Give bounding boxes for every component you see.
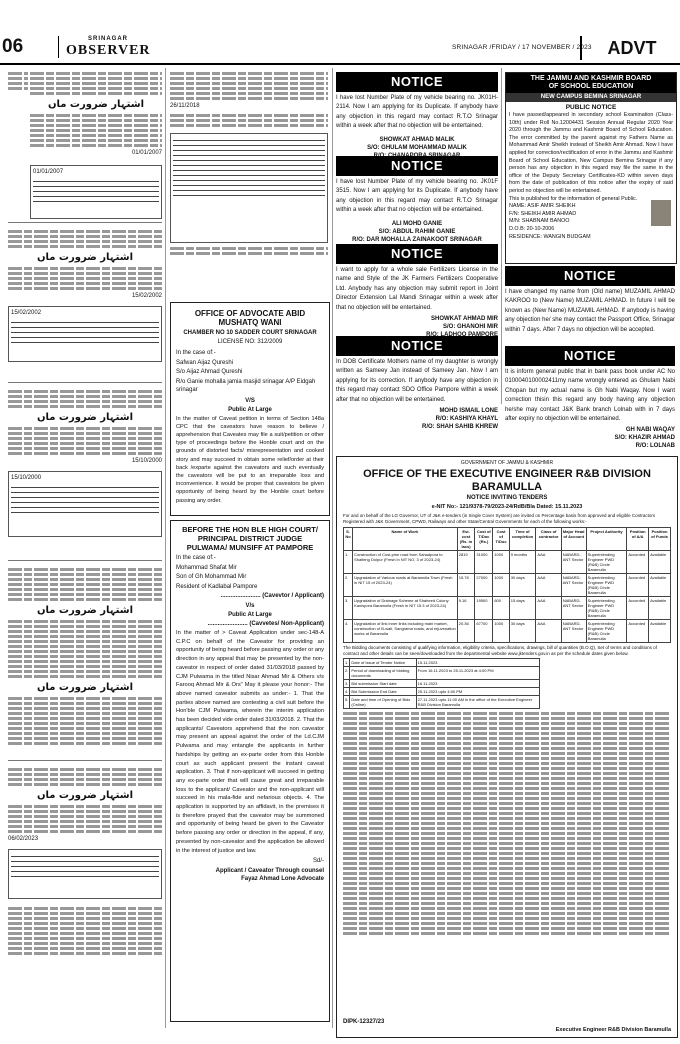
tender-govt: GOVERNMENT OF JAMMU & KASHMIR	[460, 460, 554, 466]
tender-dates-intro: The Bidding documents consisting of qualifying information, eligibility criteria, specifications, drawings, bill of quantities (B.O.Q), Set of terms and conditions of contract and other details can be seen/downloaded from the departmental website www.jktenders.gov.in as per the schedule dates given below.	[343, 645, 657, 656]
caveat-body: In the matter of > Caveat Application under sec-148-A C.P.C on behalf of the Caveator for providing an opportunity of being heard before passing any order or any direction in any appeal that may be presented by the non-caveator in respect of order dated 31/03/2018 passed by CJM Pulwama in the titled Nisar Ahmad Mir & Others v/s Farooq Ahmad Mir & Ors" May it please your honor:- The above named caveator submits as under:- 1. That the parties above named are contesting a civil suit before the Hon'ble CJM Pulwama, wherein the interim application has been decided vide order dated 31/03/2018. 2. That the applicants/ Caveators apprehend that the non caveator may present an appeal against the order of the Ld.CJM Pulwama and may entangle the applicants in further hardships by getting an ex-parte order from this Honble court as such applicant present the instant caveat application. 3. That if non-applicant will succeed in getting any ex-parte order that will cause great and irreparable loss to the applicant/ Caveator and the non-applicant will succeed in his mala-fide and nefarious objects. 4. The application is supported by an affidavit, in the premises it is therefore prayed that the caveator may be summoned and opportunity of being heard be given to the Caveator before passing any order or direction in the appeal, if any, presented by non-caveator and the application be allowed in the interest of justice and law.	[176, 630, 324, 854]
urdu-notice-3: اشتہار ضرورت ماں 15/10/2000 15/10/2000	[8, 388, 162, 537]
notice-1: NOTICE I have lost Number Plate of my vehicle bearing no. JK01H- 2114. Now I am applying for its Duplicate. If anybody have any objection in this regard may contact R.T.O Srinagar within a week after that no objection will be entertained. SHOWKAT AHMAD MALIK S/O: GHULAM MOHAMMAD MALIK	[336, 74, 498, 151]
header-rule	[0, 63, 680, 65]
tender-signature: Executive Engineer R&B Division Baramulla	[555, 1027, 671, 1033]
urdu-notice-4: اشتہار ضرورت ماں اشتہار ضرورت ماں	[8, 566, 162, 747]
table-row: 5. Date and time of Opening of Bids (Online) 27.11.2023 upto 11:00 AM in the office of the Executive Engineer R&B Division Baramulla	[344, 696, 540, 709]
brand-logo: OBSERVER	[66, 43, 151, 58]
urdu-notice-column	[30, 70, 162, 219]
advocate-title-1: OFFICE OF ADVOCATE ABID	[194, 309, 306, 318]
notice-title: NOTICE	[336, 72, 498, 92]
urdu-notice-col2: 26/11/2018	[170, 70, 328, 257]
tender-notice	[336, 456, 678, 1038]
dateline: SRINAGAR /FRIDAY / 17 NOVEMBER / 2023	[452, 44, 592, 51]
table-row: 4. Bid Submission End Date 25.11.2023 upto 4:00 PM	[344, 688, 540, 696]
urdu-notice-5: اشتہار ضرورت ماں 06/02/2023	[8, 766, 162, 957]
table-row: 3. Upgradation of Drainage Scheme at Shaheed Colony Kanispora Baramulla (Fresh in NIT 15.3 of 2023-24) 9.16 19500 600 15 days AAA NABARD-ANT Sector Superintending Engineer PWD (R&B) Circle Baramulla Accorded Available	[344, 597, 671, 620]
column-rule	[501, 68, 502, 404]
table-row: 2. Upgradation of Various roads at Baramulla Town (Fresh in NIT 15 of 2023-24) 15.78 27000 1000 30 days AAA NABARD-ANT Sector Superintending Engineer PWD (R&B) Circle Baramulla Accorded Available	[344, 574, 671, 597]
notice-5: NOTICE I have changed my name from (Old name) MUZAMIL AHMAD KAKROO to (New Name) MUZAMIL AHMAD. In future I will be known as (New Name) MUZAMIL AHMAD. If anybody is having any objection he/ she may contact the Passport Office, Srinagar within 7 days. After 7 days no objection will be accepted.	[505, 268, 675, 333]
section-label: ADVT	[580, 36, 680, 60]
applicant-photo	[651, 200, 671, 226]
column-rule	[332, 68, 333, 1028]
advocate-title-2: MUSHATQ WANI	[218, 318, 282, 327]
tender-terms	[343, 712, 671, 935]
header-divider	[58, 36, 59, 58]
tender-dates-table	[343, 658, 540, 709]
advocate-body: In the matter of Caveat petition in terms of Section 148a CPC that the caveators have reason to believe / apprehension that Caveates may file a suit/petition or other type of proceedings before the Honble court and on the grounds of distorted facts/ misrepresentation and cooked story and may succeed in obtain some relief/order at their back /exparte against the caveators and such eventually the caveators will be put to an irreparable loss and inconvenience. It would be proper that caveators be given opportunity of being heard by the Honble court before passing any order.	[176, 415, 324, 504]
table-row: 1. Construction of Cost-pine road from Sahadpora to Shalteng Doipur (Fresh in NIT NO. 3 of 2023-24) 2819 31000 1000 9 months AAA NABARD-ANT Sector Superintending Engineer PWD (R&B) Circle Baramulla Accorded Available	[344, 551, 671, 574]
advocate-chamber: CHAMBER NO 10 SADDER COURT SRINAGAR	[183, 330, 317, 336]
column-rule	[165, 68, 166, 1028]
urdu-table	[8, 849, 162, 899]
board-public-notice: THE JAMMU AND KASHMIR BOARD OF SCHOOL EDUCATION NEW CAMPUS BEMINA SRINAGAR PUBLIC NOTICE I have passed/appeared in secondary school Examination (Class-10th) under Roll No.12004431 Session Annual Regular 2020 Year 2020 through the Jammu and Kashmir Board of School Education. The error committed by the parent against my Fathers Name as Mohammad Amir Sheikh instead of Sheikh Amir Ahmad. Now I have applied for correction/rectification of error in the Jammu and Kashmir Board of School Education, New Campus Bemina Srinagar if any person has any objection in this regard may file the same in the office of the Deputy Secretary Certificates-KD within seven days from the date of publication of this notice after the expiry of said period no objection will be entertained. This is published for the information of general Public. NAME: ASIF AMIR SHEIKH F/N: SHEIKH AMIR AHMAD M/N: SHABNAM BANOO D.O.B: 20-10-2006 RESIDENCE: WANGIN BUDGAM	[505, 72, 677, 264]
urdu-table: 15/10/2000	[8, 471, 162, 537]
urdu-date: 01/01/2007	[131, 150, 162, 156]
caveat-notice: BEFORE THE HON BLE HIGH COURT/ PRINCIPAL DISTRICT JUDGE PULWAMA/ MUNSIFF AT PAMPORE In the case of:- Mohammad Shafat Mir Son of Gh Mohammad Mir Resident of Kadlabal Pampore ........................ (Cavevtor / Applicant) V/s Public At Large ........................ (Cavvetes/ Non-Applicant) In the matter of > Caveat Application under sec-148-A C.P.C on behalf of the Caveator for providing an opportunity of being heard before passing any order or any direction in any appeal that may be presented by the non-caveator in respect of order dated 31/03/2018 passed by CJM Pulwama in the titled Nisar Ahmad Mir & Others v/s Farooq Ahmad Mir & Ors" May it please your honor:- The above named caveator submits as under:- 1. That the parties above named are contesting a civil suit before the Hon'ble CJM Pulwama, wherein the interim application has been decided vide order dated 31/03/2018. 2. That the applicants/ Caveators apprehend that the non caveator may present an appeal against the order of the Ld.CJM Pulwama and may entangle the applicants in further hardships by getting an ex-parte order from this Honble court as such applicant present the instant caveat application. 3. That if non-applicant will succeed in getting any ex-parte order that will cause great and irreparable loss to the applicant/ Caveator and the non-applicant will succeed in his mala-fide and nefarious objects. 4. The application is supported by an affidavit, in the premises it is therefore prayed that the caveator may be summoned and opportunity of being heard be given to the Caveator before passing any order or direction in the appeal, if any, presented by non-caveator and the application be allowed in the interest of justice and law. Sd/- Applicant / Caveator Through counsel Fayaz Ahmad Lone Advocate	[170, 520, 330, 1022]
notice-2: NOTICE I have lost Number Plate of my vehicle bearing no. JK01F 3515. Now I am applying for its Duplicate. If anybody have any objection in this regard may contact R.T.O Srinagar within a week after that no objection will be entertained. ALI MOHD GANIE S/O: ABDUL RAHIM GANIE R/O: DAR MOHALLA ZAINAKOOT SRINAGAR	[336, 158, 498, 243]
table-row: 3. Bid submission Start date 16.11.2023	[344, 680, 540, 688]
advocate-notice: OFFICE OF ADVOCATE ABID MUSHATQ WANI CHAMBER NO 10 SADDER COURT SRINAGAR LICENSE NO: 312/2009 In the case of:- Safwan Aijaz Qureshi S/o Aijaz Ahmad Qureshi R/o Ganie mohalla jamia masjid srinagar A/P Eidgah srinagar V/S Public At Large In the matter of Caveat petition in terms of Section 148a CPC that the caveators have reason to believe / apprehension that Caveates may file a suit/petition or other type of proceedings before the Honble court and on the grounds of distorted facts/ misrepresentation and cooked story and may succeed in obtain some relief/order at their back /exparte against the caveators and such eventually the caveators will be put to an irreparable loss and inconvenience. It would be proper that caveators be given opportunity of being heard by the Honble court before passing any order.	[170, 302, 330, 516]
advocate-license: LICENSE NO: 312/2009	[217, 339, 283, 345]
urdu-notice-2: اشتہار ضرورت ماں 15/02/2002 15/02/2002	[8, 228, 162, 362]
notice-4: NOTICE In DOB Certificate Mothers name of my daughter is wrongly written as Sameey Jan instead of Sameey Jan. Now I am applying for its correction. If anybody have any objection in this regard may contact SDO Office Pampore within a week after that no objection will be entertained. MOHD ISMAIL LONE R/O: KASHIYA KHAYL R/O: SHAH SAHIB KHREW	[336, 338, 498, 431]
table-row: 1. Date of Issue of Tender Notice 15.11.2023	[344, 659, 540, 667]
tender-title: OFFICE OF THE EXECUTIVE ENGINEER R&B DIVISION BARAMULLA	[363, 468, 651, 493]
urdu-table: 01/01/2007	[30, 165, 162, 219]
urdu-text-block	[30, 72, 162, 95]
tender-table: S. No Name of Work Est. cost (Rs. in lacs) Cost of T/Doc (Rs.) Cost of T/Doc Time of completion Class of contractor Major Head of Account Project Authority Position of A/A Position of Funds 1. Construction of Cost-pine road from Sahadpora to Shalteng Doipur (Fresh in NIT NO. 3 of 2023-24) 2819 31000 1000 9 months AAA NABARD-ANT Sector Superintending Engineer PWD (R&B) Circle Baramulla Accorded Available 2. Upgradation of Various roads at Baramulla Town (Fresh in NIT 15 of 2023-24) 15.78 27000 1000 30 days AAA NABARD-ANT Sector Superintending Engineer PWD (R&B) Circle Baramulla Accorded Available 3. Upgradation of Drainage Scheme at Shaheed Colony Kanispora Baramulla (Fresh in NIT 15.3 of 2023-24) 9.16 19500 600 15 days AAA NABARD-ANT Sector Superintending Engineer PWD (R&B) Circle Baramulla Accorded Available 4. Upgradation of link inner links including main market, construction of B-wall, Sangrama roads, and rejuvenation works at Baramulla 20.36 67700 1000 30 days AAA NABARD-ANT Sector Superintending Engineer PWD (R&B) Circle Baramulla Accorded Available	[343, 527, 671, 643]
urdu-table: 15/02/2002	[8, 306, 162, 362]
page-number: 06	[2, 36, 24, 57]
table-row: 4. Upgradation of link inner links including main market, construction of B-wall, Sangrama roads, and rejuvenation works at Baramulla 20.36 67700 1000 30 days AAA NABARD-ANT Sector Superintending Engineer PWD (R&B) Circle Baramulla Accorded Available	[344, 620, 671, 643]
notice-3: NOTICE I want to apply for a whole sale Fertilizers License in the name and Style of the JK Farmers Fertilizers Cooperative Ltd. Anybody has any objection may submit report in Joint Director Extension Lal Mandi Srinagar within a week after that no objection will be entertained. SHOWKAT AHMAD MIR S/O: GHANOHI MIR	[336, 246, 498, 331]
tender-intro: For and on behalf of the LG Governor, UT of J&K e-tenders (in Single Cover System) are invited on Percentage basis from approved and eligible Contractors Registered with J&K Government, CPWD, Railways and other State/Central Governments for each of the following works:-	[343, 513, 656, 524]
brand-tagline: SRINAGAR	[88, 36, 129, 42]
urdu-heading: اشتہار ضرورت ماں	[47, 99, 145, 110]
urdu-table	[170, 133, 328, 243]
tender-subtitle: NOTICE INVITING TENDERS	[466, 495, 548, 501]
tender-footer-number: DIPK-12327/23	[343, 1019, 385, 1025]
tender-ref: e-NIT No:- 121/9378-79/2023-24/RdB/Bla Dated: 15.11.2023	[431, 504, 583, 510]
notice-6: NOTICE It is inform general public that in bank pass book under AC No 0100040100002411my name wrongly entered as Ghulam Nabi Chopan but my actual name is Gh Nabi Waqay. Now I want correction thisin this regard any body having any objection he/she may contact J&K Bank branch Lolnab with in 7 days after expiry no objection will be entertained. GH NABI WAQAY S/O: KHAZIR AHMAD R/O: LOLNAB	[505, 348, 675, 450]
table-row: 2. Period of downloading of bidding documents From 16.11.2023 to 25.11.2023 at 4:00 PM	[344, 667, 540, 680]
